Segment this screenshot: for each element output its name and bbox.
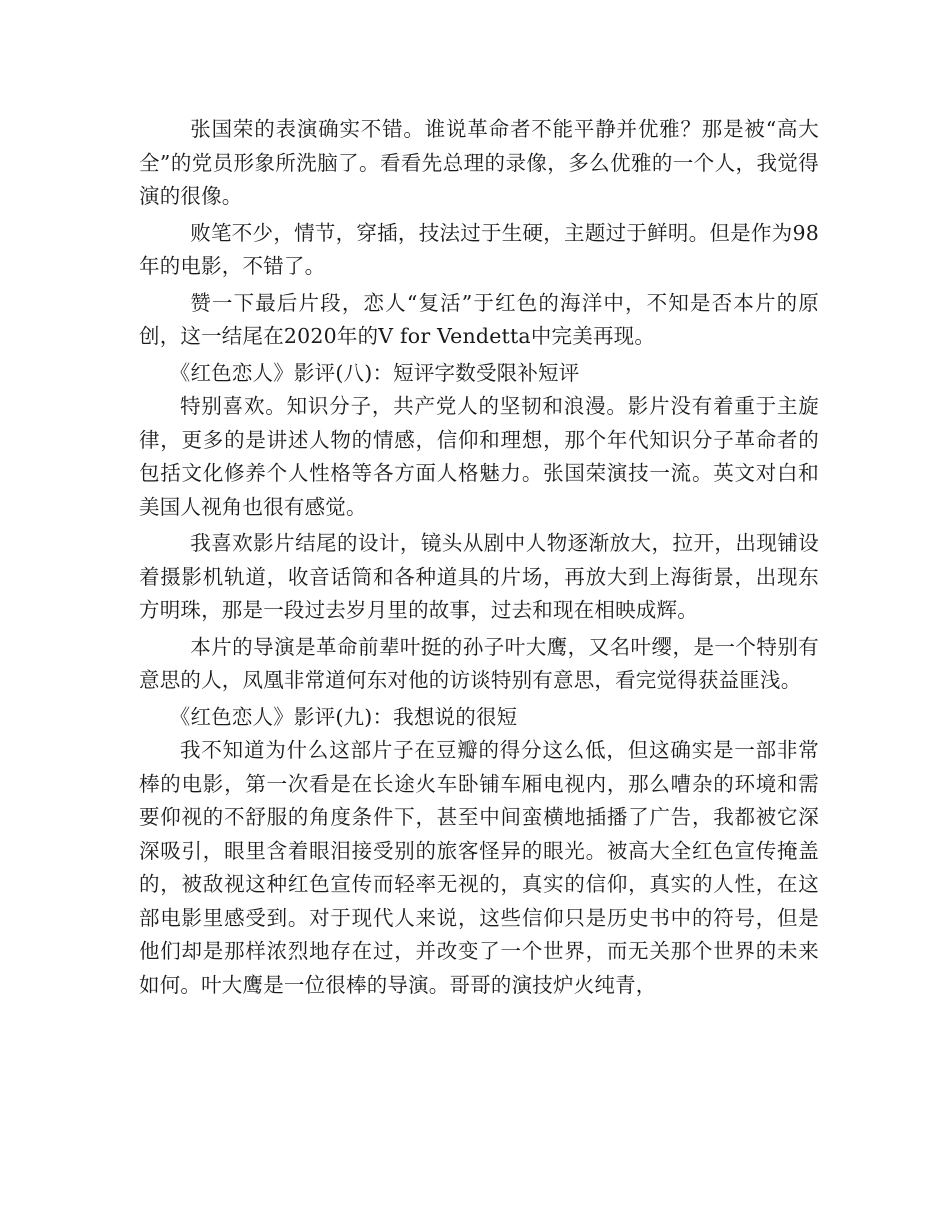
paragraph: 本片的导演是革命前辈叶挺的孙子叶大鹰，又名叶缨，是一个特别有意思的人，凤凰非常道何东对他的访谈特别有意思，看完觉得获益匪浅。 — [139, 634, 819, 692]
section-heading: 《红色恋人》影评(八)：短评字数受限补短评 — [169, 360, 580, 385]
paragraph: 我不知道为什么这部片子在豆瓣的得分这么低，但这确实是一部非常棒的电影，第一次看是在长途火车卧铺车厢电视内，那么嘈杂的环境和需要仰视的不舒服的角度条件下，甚至中间蛮横地插播了广告，我都被它深深吸引，眼里含着眼泪接受别的旅客怪异的眼光。被高大全红色宣传掩盖的，被敌视这种红色宣传而轻率无视的，真实的信仰，真实的人性，在这部电影里感受到。对于现代人来说，这些信仰只是历史书中的符号，但是他们却是那样浓烈地存在过，并改变了一个世界，而无关那个世界的未来如何。叶大鹰是一位很棒的导演。哥哥的演技炉火纯青， — [139, 738, 819, 997]
document-body — [139, 113, 819, 1005]
paragraph: 赞一下最后片段，恋人“复活”于红色的海洋中，不知是否本片的原创，这一结尾在2020年的V for Vendetta中完美再现。 — [139, 290, 819, 348]
paragraph: 张国荣的表演确实不错。谁说革命者不能平静并优雅？那是被“高大全”的党员形象所洗脑了。看看先总理的录像，多么优雅的一个人，我觉得演的很像。 — [139, 117, 819, 208]
paragraph: 败笔不少，情节，穿插，技法过于生硬，主题过于鲜明。但是作为98年的电影，不错了。 — [139, 220, 819, 278]
section-heading: 《红色恋人》影评(九)：我想说的很短 — [169, 704, 518, 729]
paragraph: 我喜欢影片结尾的设计，镜头从剧中人物逐渐放大，拉开，出现铺设着摄影机轨道，收音话筒和各种道具的片场，再放大到上海街景，出现东方明珠，那是一段过去岁月里的故事，过去和现在相映成辉。 — [139, 531, 819, 622]
paragraph: 特别喜欢。知识分子，共产党人的坚韧和浪漫。影片没有着重于主旋律，更多的是讲述人物的情感，信仰和理想，那个年代知识分子革命者的包括文化修养个人性格等各方面人格魅力。张国荣演技一流。英文对白和美国人视角也很有感觉。 — [139, 394, 819, 519]
